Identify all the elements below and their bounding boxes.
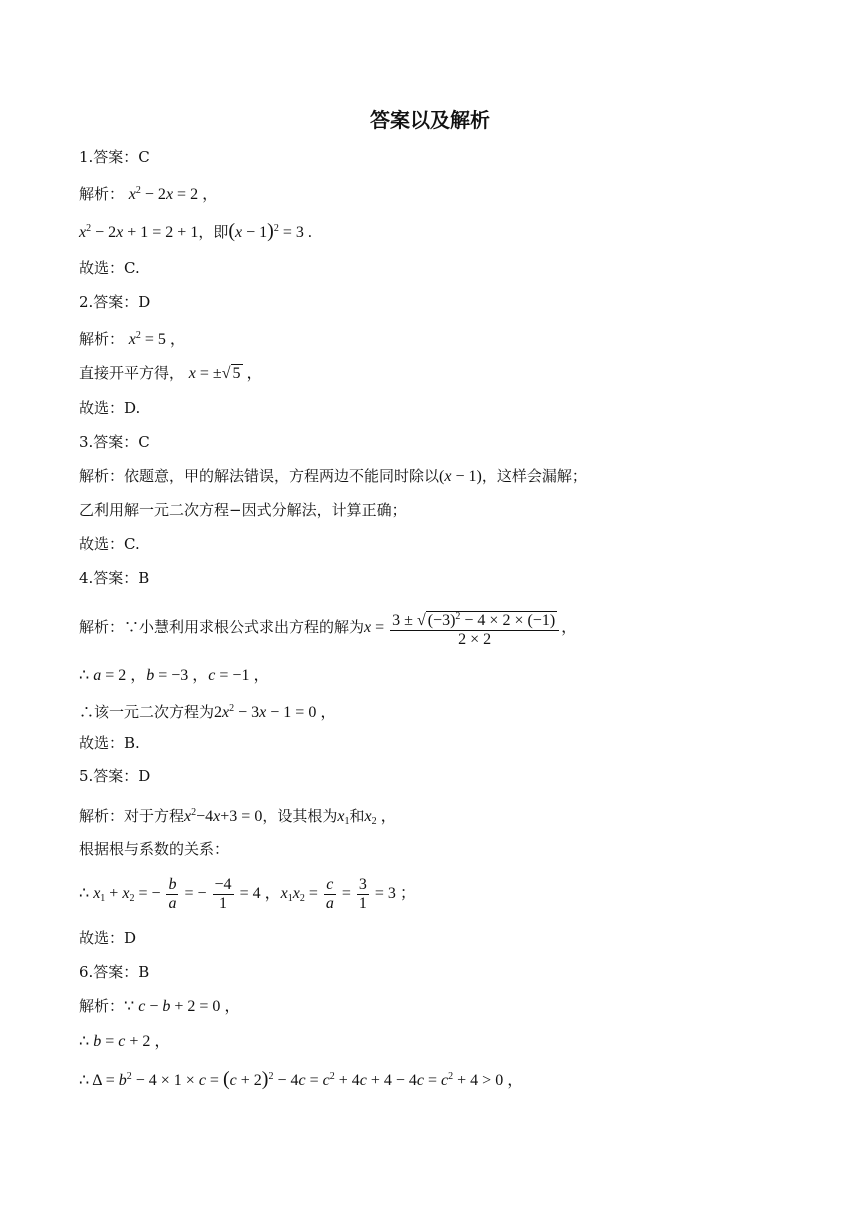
q2-choice: 故选：D. bbox=[79, 399, 141, 417]
q5-analysis-line2: 根据根与系数的关系： bbox=[79, 840, 230, 858]
q2-analysis-label: 解析： bbox=[79, 330, 125, 348]
q5-analysis-pre: 解析：对于方程 bbox=[79, 807, 185, 825]
q1-equation-3: $(x - 1)^2 = 3$ . bbox=[228, 220, 312, 242]
q4-choice: 故选：B. bbox=[79, 734, 140, 752]
q4-equation: $2x^2 - 3x - 1 = 0$ ， bbox=[214, 703, 337, 721]
q5-analysis-line1 bbox=[79, 802, 397, 833]
q2-equation-1: $x^2 = 5$ ， bbox=[128, 330, 186, 348]
q6-answer: 6.答案：B bbox=[79, 963, 150, 981]
q4-equation-label: ∴该一元二次方程为 bbox=[79, 703, 215, 721]
q6-analysis-line2 bbox=[79, 1030, 170, 1053]
q6-discriminant: ∴ $\Delta = b^2 - 4 \times 1 \times c = (c + 2)^2 - 4c = c^2 + 4c + 4 - 4c = c^2 + 4 > 0$ ， bbox=[79, 1068, 524, 1090]
q2-answer: 2.答案：D bbox=[79, 293, 151, 311]
q6-equation-2: ∴ b = c + 2 ， bbox=[79, 1033, 171, 1050]
q6-analysis-label: 解析： bbox=[79, 997, 125, 1015]
q5-analysis-line3 bbox=[79, 876, 416, 913]
q6-analysis-line1 bbox=[79, 995, 240, 1018]
q3-analysis-text-post: ，这样会漏解； bbox=[481, 467, 587, 485]
page-title: 答案以及解析 bbox=[370, 108, 490, 132]
q1-analysis-label: 解析： bbox=[79, 185, 125, 203]
q3-divisor: (x − 1) bbox=[439, 468, 482, 485]
q3-analysis-line1 bbox=[79, 465, 587, 488]
q1-analysis-line1 bbox=[79, 180, 218, 206]
q3-analysis-line2: 乙利用解一元二次方程−因式分解法，计算正确； bbox=[79, 501, 407, 519]
q1-equation-2: $x^2 - 2x + 1 = 2 + 1$ bbox=[79, 223, 199, 241]
q5-vieta: ∴ $x_1 + x_2$ = − $\frac{b}{a}$ = − $\frac{-4}{1}$ = 4 ，$x_1x_2$ = $\frac{c}{a}$ = $\frac{3}{1}$ = 3 ； bbox=[79, 876, 416, 912]
q3-analysis-text-pre: 解析：依题意，甲的解法错误，方程两边不能同时除以 bbox=[79, 467, 440, 485]
q5-analysis-mid: ，设其根为 bbox=[262, 807, 338, 825]
q3-answer: 3.答案：C bbox=[79, 433, 150, 451]
q1-equation-1: $x^2 - 2x = 2$ ， bbox=[128, 185, 219, 203]
q4-analysis-line2 bbox=[79, 664, 269, 687]
q3-choice: 故选：C. bbox=[79, 535, 140, 553]
q4-coefficients: ∴ a = 2 ，b = −3 ，c = −1 ， bbox=[79, 667, 270, 684]
q6-analysis-line3 bbox=[79, 1066, 523, 1092]
q1-separator: ，即 bbox=[198, 223, 229, 241]
q5-root-2: $x_2$ ， bbox=[364, 808, 397, 827]
q4-analysis-line3 bbox=[79, 698, 336, 724]
q2-analysis-line1 bbox=[79, 325, 186, 351]
q4-formula: x = $\frac{3 \pm √ (-3)^2 - 4 \times 2 \times (-1)}{2 \times 2}$ ， bbox=[364, 619, 577, 636]
q6-equation-1: ∵ c − b + 2 = 0 ， bbox=[124, 998, 241, 1015]
q5-root-1: $x_1$ bbox=[337, 808, 350, 827]
q2-equation-2: x = ±√ 5 ， bbox=[188, 365, 263, 382]
q1-analysis-line2 bbox=[79, 218, 312, 244]
q5-answer: 5.答案：D bbox=[79, 767, 151, 785]
q2-sqrt-label: 直接开平方得， bbox=[79, 364, 185, 382]
q4-analysis-label: 解析：∵小慧利用求根公式求出方程的解为 bbox=[79, 618, 365, 637]
q2-analysis-line2 bbox=[79, 362, 263, 385]
q5-analysis-and: 和 bbox=[349, 807, 365, 825]
q4-analysis-line1 bbox=[79, 608, 577, 649]
q5-equation: $x^2-4x+3 = 0$ bbox=[184, 807, 263, 825]
q1-choice: 故选：C. bbox=[79, 259, 140, 277]
q5-choice: 故选：D bbox=[79, 929, 137, 947]
q4-answer: 4.答案：B bbox=[79, 569, 150, 587]
q1-answer: 1.答案：C bbox=[79, 148, 150, 166]
